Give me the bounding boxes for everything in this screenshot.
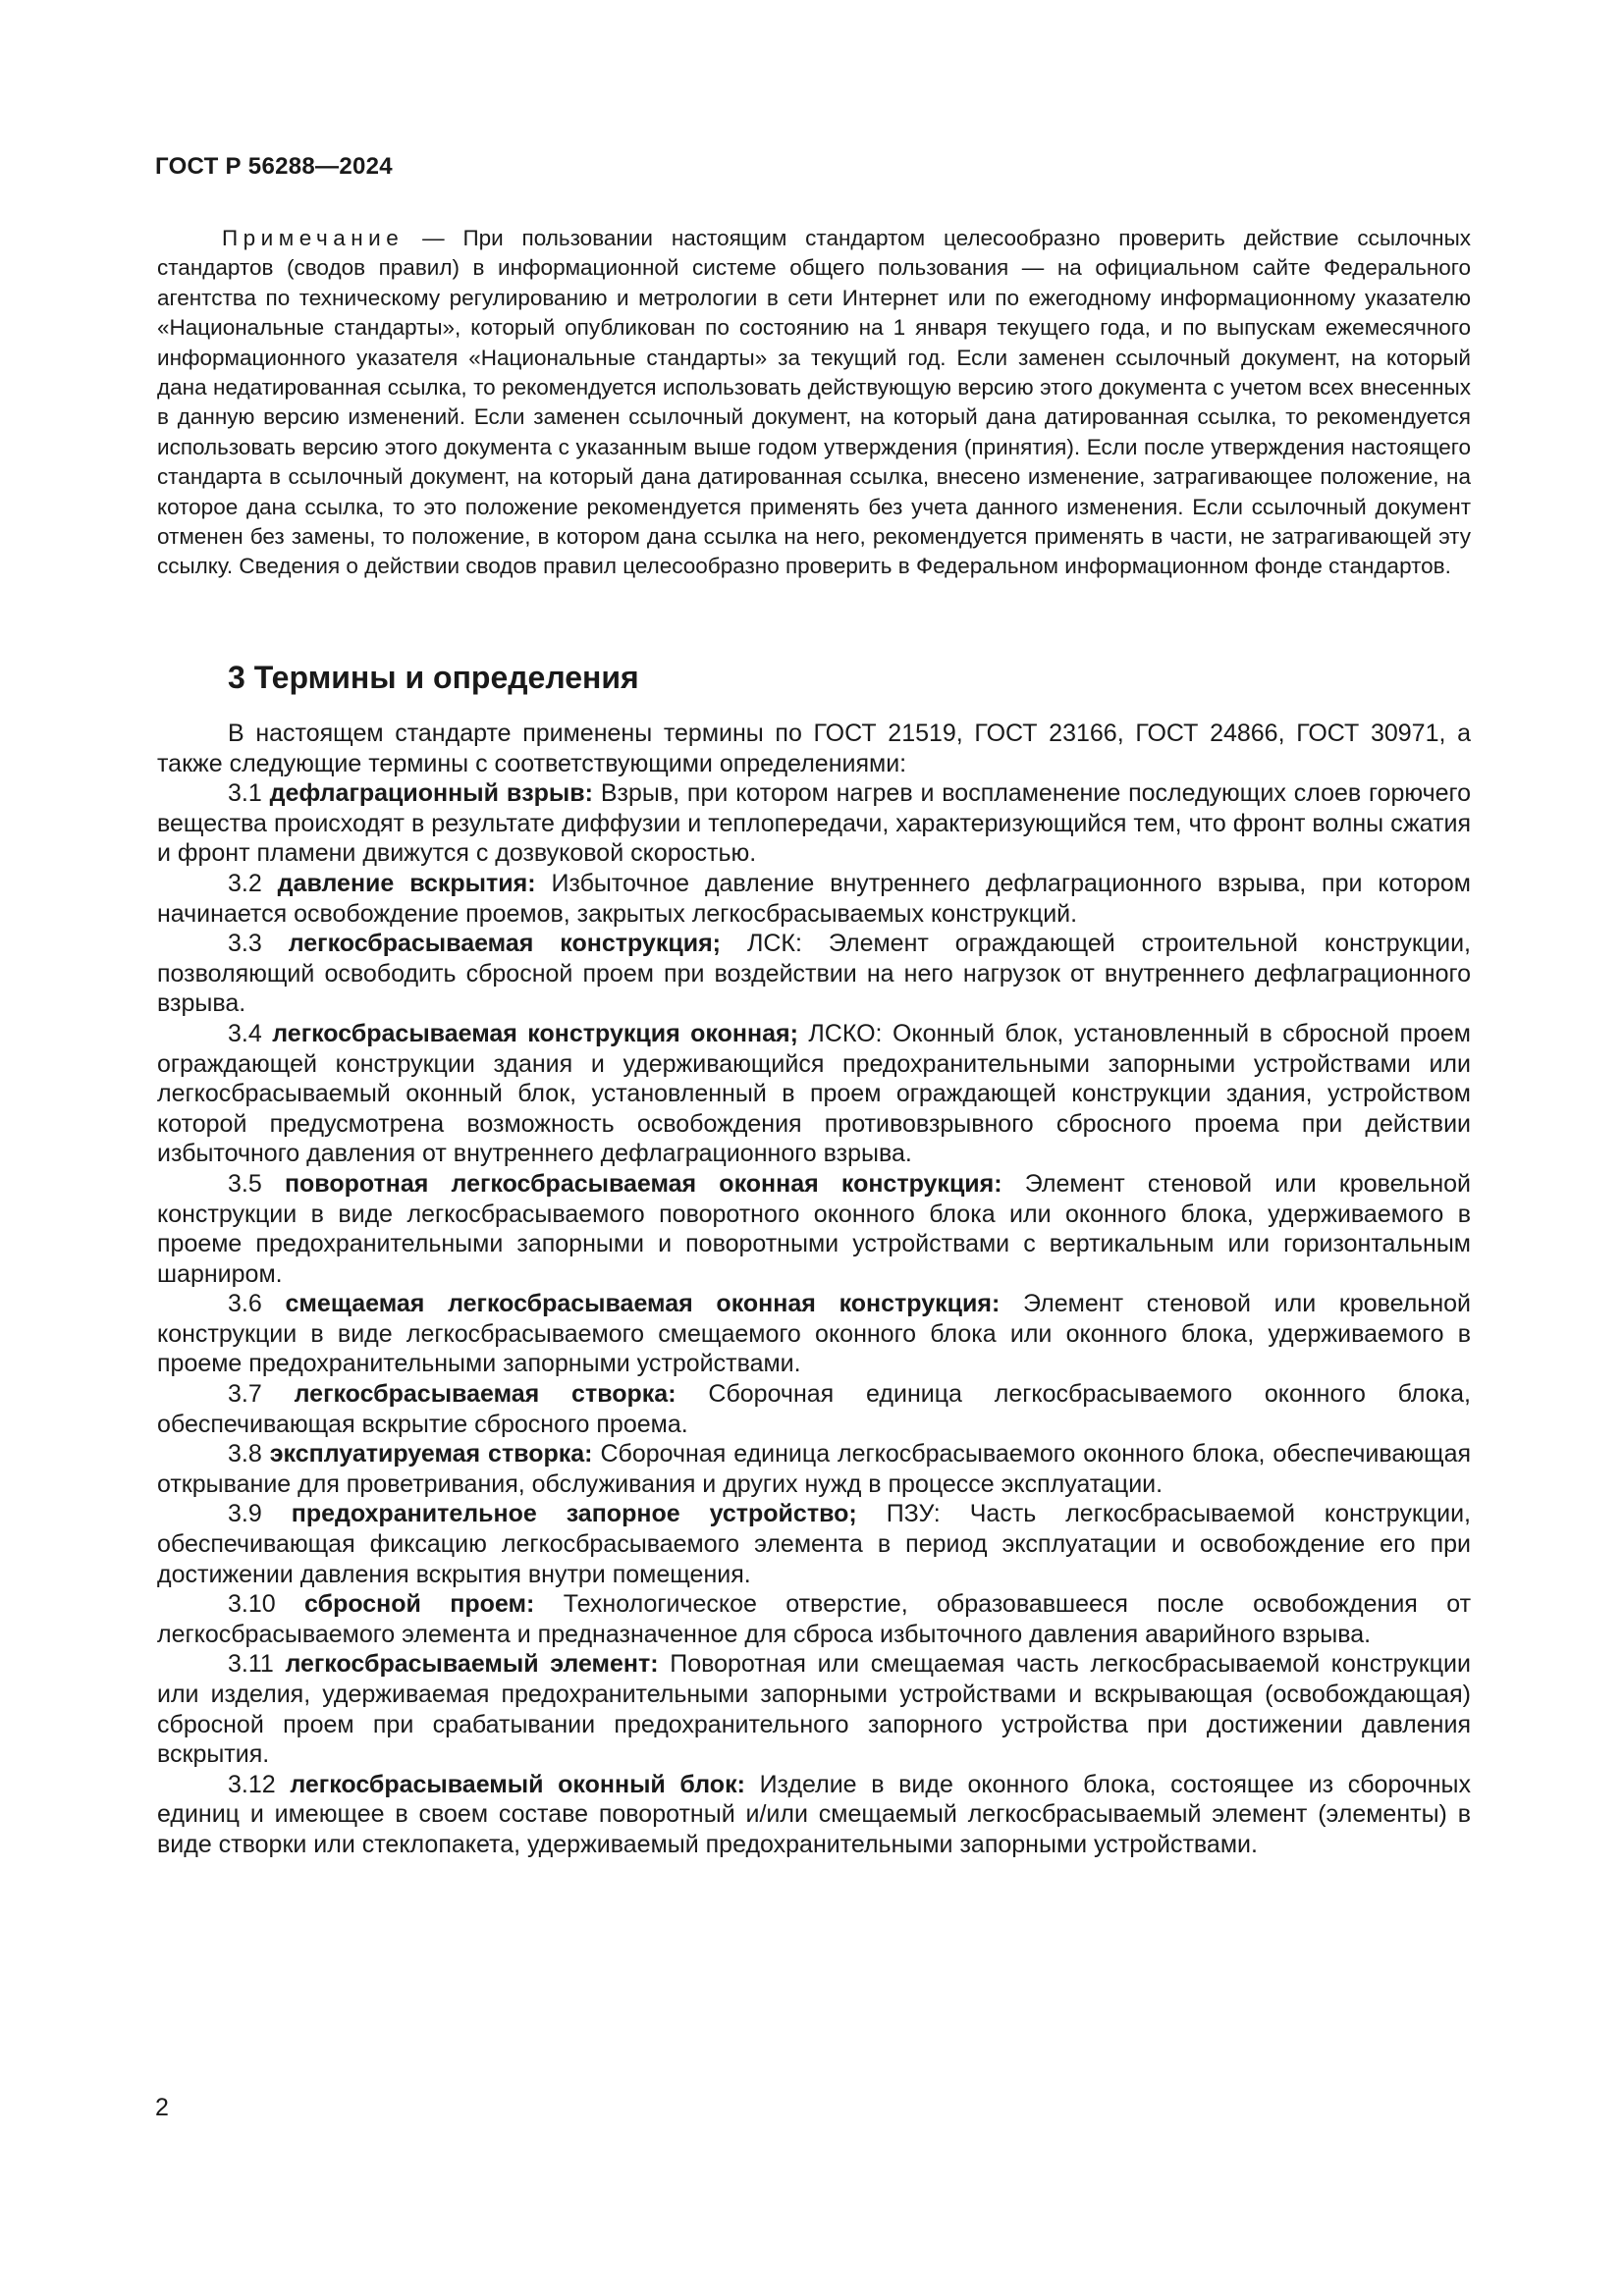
term-entry-3-11 [157, 1649, 1471, 1769]
term-entry-3-6 [157, 1289, 1471, 1379]
term-name: давление вскрытия: [277, 869, 536, 897]
term-name: легкосбрасываемый элемент: [285, 1650, 659, 1679]
term-definition: Элемент стеновой или кровельной конструкции в виде легкосбрасываемого поворотного оконного блока или оконного блока, удерживаемого в проеме предохранительными запорными и поворотными устройствами с вертикальным или горизонтальным шарниром. [157, 1169, 1472, 1288]
term-name: легкосбрасываемая конструкция; [288, 930, 721, 958]
term-number: 3.3 [228, 930, 262, 958]
term-definition: ПЗУ: Часть легкосбрасываемой конструкции, обеспечивающая фиксацию легкосбрасываемого элемента в период эксплуатации и освобождение его при достижении давления вскрытия внутри помещения. [157, 1500, 1471, 1588]
term-name: сбросной проем: [304, 1590, 535, 1619]
term-entry-3-12 [157, 1770, 1471, 1860]
section-title: 3 Термины и определения [228, 660, 639, 695]
term-entry-3-8 [157, 1439, 1471, 1499]
page-number: 2 [155, 2094, 169, 2121]
term-number: 3.12 [228, 1770, 276, 1798]
note-label: Примечание [222, 226, 405, 250]
term-number: 3.2 [228, 869, 262, 897]
term-name: дефлаграционный взрыв: [269, 779, 593, 808]
term-name: легкосбрасываемая конструкция оконная; [272, 1019, 798, 1047]
term-name: эксплуатируемая створка: [269, 1440, 593, 1468]
term-definition: Технологическое отверстие, образовавшееся после освобождения от легкосбрасываемого элемента и предназначенное для сброса избыточного давления аварийного взрыва. [157, 1590, 1472, 1648]
term-number: 3.11 [228, 1650, 274, 1679]
term-name: предохранительное запорное устройство; [291, 1500, 857, 1528]
term-definition: Изделие в виде оконного блока, состоящее из сборочных единиц и имеющее в своем составе поворотный и/или смещаемый легкосбрасываемый элемент (элементы) в виде створки или стеклопакета, удерживаемый предохранительными запорными устройствами. [157, 1770, 1472, 1858]
document-code-header: ГОСТ Р 56288—2024 [155, 153, 393, 180]
term-number: 3.6 [228, 1290, 262, 1318]
term-entry-3-1 [157, 778, 1471, 869]
term-number: 3.9 [228, 1500, 262, 1528]
term-name: смещаемая легкосбрасываемая оконная конструкция: [285, 1290, 1001, 1318]
term-name: легкосбрасываемый оконный блок: [290, 1770, 745, 1798]
section-intro: В настоящем стандарте применены термины по ГОСТ 21519, ГОСТ 23166, ГОСТ 24866, ГОСТ 30971, а также следующие термины с соответствующими определениями: [157, 720, 1471, 777]
term-number: 3.5 [228, 1169, 262, 1198]
term-number: 3.8 [228, 1440, 262, 1468]
note-text: — При пользовании настоящим стандартом целесообразно проверить действие ссылочных стандартов (сводов правил) в информационной системе общего пользования — на официальном сайте Федерального агентства по техническому регулированию и метрологии в сети Интернет или по ежегодному информационному указателю «Национальные стандарты», который опубликован по состоянию на 1 января текущего года, и по выпускам ежемесячного информационного указателя «Национальные стандарты» за текущий год. Если заменен ссылочный документ, на который дана недатированная ссылка, то рекомендуется использовать действующую версию этого документа с учетом всех внесенных в данную версию изменений. Если заменен ссылочный документ, на который дана датированная ссылка, то рекомендуется использовать версию этого документа с указанным выше годом утверждения (принятия). Если после утверждения настоящего стандарта в ссылочный документ, на который дана датированная ссылка, внесено изменение, затрагивающее положение, на которое дана ссылка, то это положение рекомендуется применять без учета данного изменения. Если ссылочный документ отменен без замены, то положение, в котором дана ссылка на него, рекомендуется применять в части, не затрагивающей эту ссылку. Сведения о действии сводов правил целесообразно проверить в Федеральном информационном фонде стандартов. [157, 226, 1471, 579]
term-definition: Поворотная или смещаемая часть легкосбрасываемой конструкции или изделия, удерживаемая предохранительными запорными устройствами и вскрывающая (освобождающая) сбросной проем при срабатывании предохранительного запорного устройства при достижении давления вскрытия. [157, 1650, 1471, 1769]
term-entry-3-4 [157, 1019, 1471, 1169]
term-entry-3-7 [157, 1379, 1471, 1439]
term-name: легкосбрасываемая створка: [294, 1380, 677, 1409]
term-definition: Элемент стеновой или кровельной конструкции в виде легкосбрасываемого смещаемого оконного блока или оконного блока, удерживаемого в проеме предохранительными запорными устройствами. [157, 1290, 1472, 1378]
term-definition: ЛСК: Элемент ограждающей строительной конструкции, позволяющий освободить сбросной проем при воздействии на него нагрузок от внутреннего дефлаграционного взрыва. [157, 930, 1471, 1018]
term-definition: Избыточное давление внутреннего дефлаграционного взрыва, при котором начинается освобождение проемов, закрытых легкосбрасываемых конструкций. [157, 869, 1471, 928]
term-definition: ЛСКО: Оконный блок, установленный в сбросной проем ограждающей конструкции здания и удерживающийся предохранительными запорными устройствами или легкосбрасываемый оконный блок, установленный в проем ограждающей конструкции здания, устройством которой предусмотрена возможность освобождения противовзрывного сбросного проема при действии избыточного давления от внутреннего дефлаграционного взрыва. [157, 1019, 1471, 1168]
term-entry-3-2 [157, 869, 1471, 929]
term-number: 3.1 [228, 779, 262, 808]
terms-content [157, 719, 1471, 1860]
term-number: 3.7 [228, 1380, 262, 1409]
term-name: поворотная легкосбрасываемая оконная конструкция: [284, 1169, 1002, 1198]
term-entry-3-9 [157, 1499, 1471, 1589]
term-entry-3-10 [157, 1589, 1471, 1649]
term-definition: Взрыв, при котором нагрев и воспламенение последующих слоев горючего вещества происходят в результате диффузии и теплопередачи, характеризующийся тем, что фронт волны сжатия и фронт пламени движутся с дозвуковой скоростью. [157, 779, 1472, 868]
term-entry-3-3 [157, 929, 1471, 1019]
term-definition: Сборочная единица легкосбрасываемого оконного блока, обеспечивающая открывание для проветривания, обслуживания и других нужд в процессе эксплуатации. [157, 1440, 1472, 1498]
term-entry-3-5 [157, 1169, 1471, 1289]
term-definition: Сборочная единица легкосбрасываемого оконного блока, обеспечивающая вскрытие сбросного проема. [157, 1380, 1471, 1438]
term-number: 3.4 [228, 1019, 262, 1047]
reference-note [157, 224, 1471, 582]
term-number: 3.10 [228, 1590, 276, 1619]
